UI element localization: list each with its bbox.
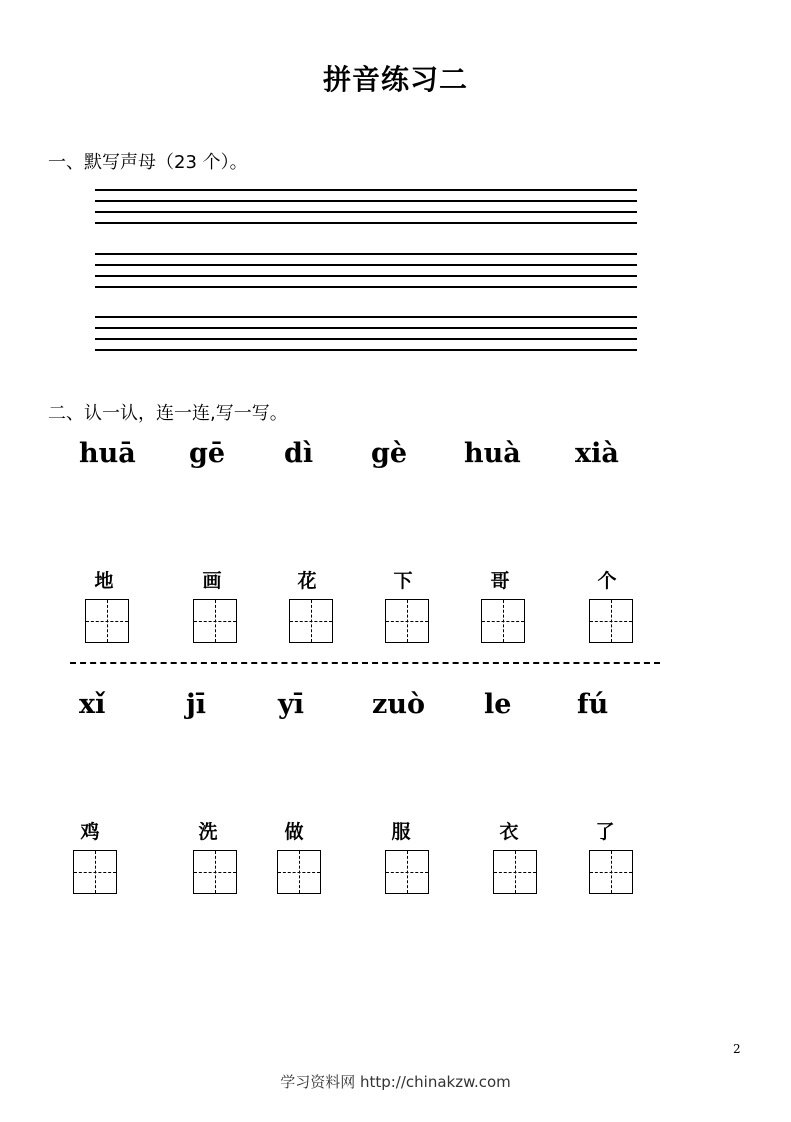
section-2-heading: 二、认一认，连一连,写一写。 [48, 403, 288, 424]
pinyin-item: huā [79, 438, 136, 469]
tian-grid-box[interactable] [289, 599, 333, 643]
section-1-heading: 一、默写声母（23 个）。 [48, 152, 248, 173]
hanzi-item: 鸡 [80, 821, 100, 843]
tian-grid-box[interactable] [385, 599, 429, 643]
pinyin-item: gē [189, 438, 226, 469]
hanzi-item: 画 [202, 570, 222, 592]
pinyin-item: xǐ [79, 689, 106, 720]
hanzi-item: 地 [94, 570, 114, 592]
dashed-divider [70, 662, 660, 664]
hanzi-item: 衣 [499, 821, 519, 843]
hanzi-item: 了 [595, 821, 615, 843]
hanzi-item: 哥 [490, 570, 510, 592]
pinyin-item: dì [284, 438, 314, 469]
hanzi-item: 花 [297, 570, 317, 592]
tian-grid-box[interactable] [481, 599, 525, 643]
hanzi-item: 个 [597, 570, 617, 592]
pinyin-item: huà [464, 438, 521, 469]
writing-staff-3[interactable] [95, 316, 637, 360]
hanzi-item: 下 [393, 570, 413, 592]
tian-grid-box[interactable] [277, 850, 321, 894]
tian-grid-box[interactable] [589, 850, 633, 894]
pinyin-item: fú [577, 689, 609, 720]
hanzi-item: 做 [284, 821, 304, 843]
pinyin-item: xià [575, 438, 619, 469]
hanzi-item: 洗 [198, 821, 218, 843]
pinyin-item: yī [278, 689, 304, 720]
pinyin-item: zuò [372, 689, 425, 720]
writing-staff-1[interactable] [95, 189, 637, 233]
pinyin-item: gè [371, 438, 408, 469]
tian-grid-box[interactable] [73, 850, 117, 894]
footer-text: 学习资料网 http://chinakzw.com [280, 1073, 511, 1091]
tian-grid-box[interactable] [385, 850, 429, 894]
page-number: 2 [733, 1042, 741, 1056]
pinyin-item: le [484, 689, 512, 720]
tian-grid-box[interactable] [85, 599, 129, 643]
tian-grid-box[interactable] [589, 599, 633, 643]
writing-staff-2[interactable] [95, 253, 637, 297]
tian-grid-box[interactable] [193, 850, 237, 894]
tian-grid-box[interactable] [493, 850, 537, 894]
hanzi-item: 服 [391, 821, 411, 843]
pinyin-item: jī [186, 689, 207, 720]
tian-grid-box[interactable] [193, 599, 237, 643]
page-title: 拼音练习二 [322, 63, 468, 96]
